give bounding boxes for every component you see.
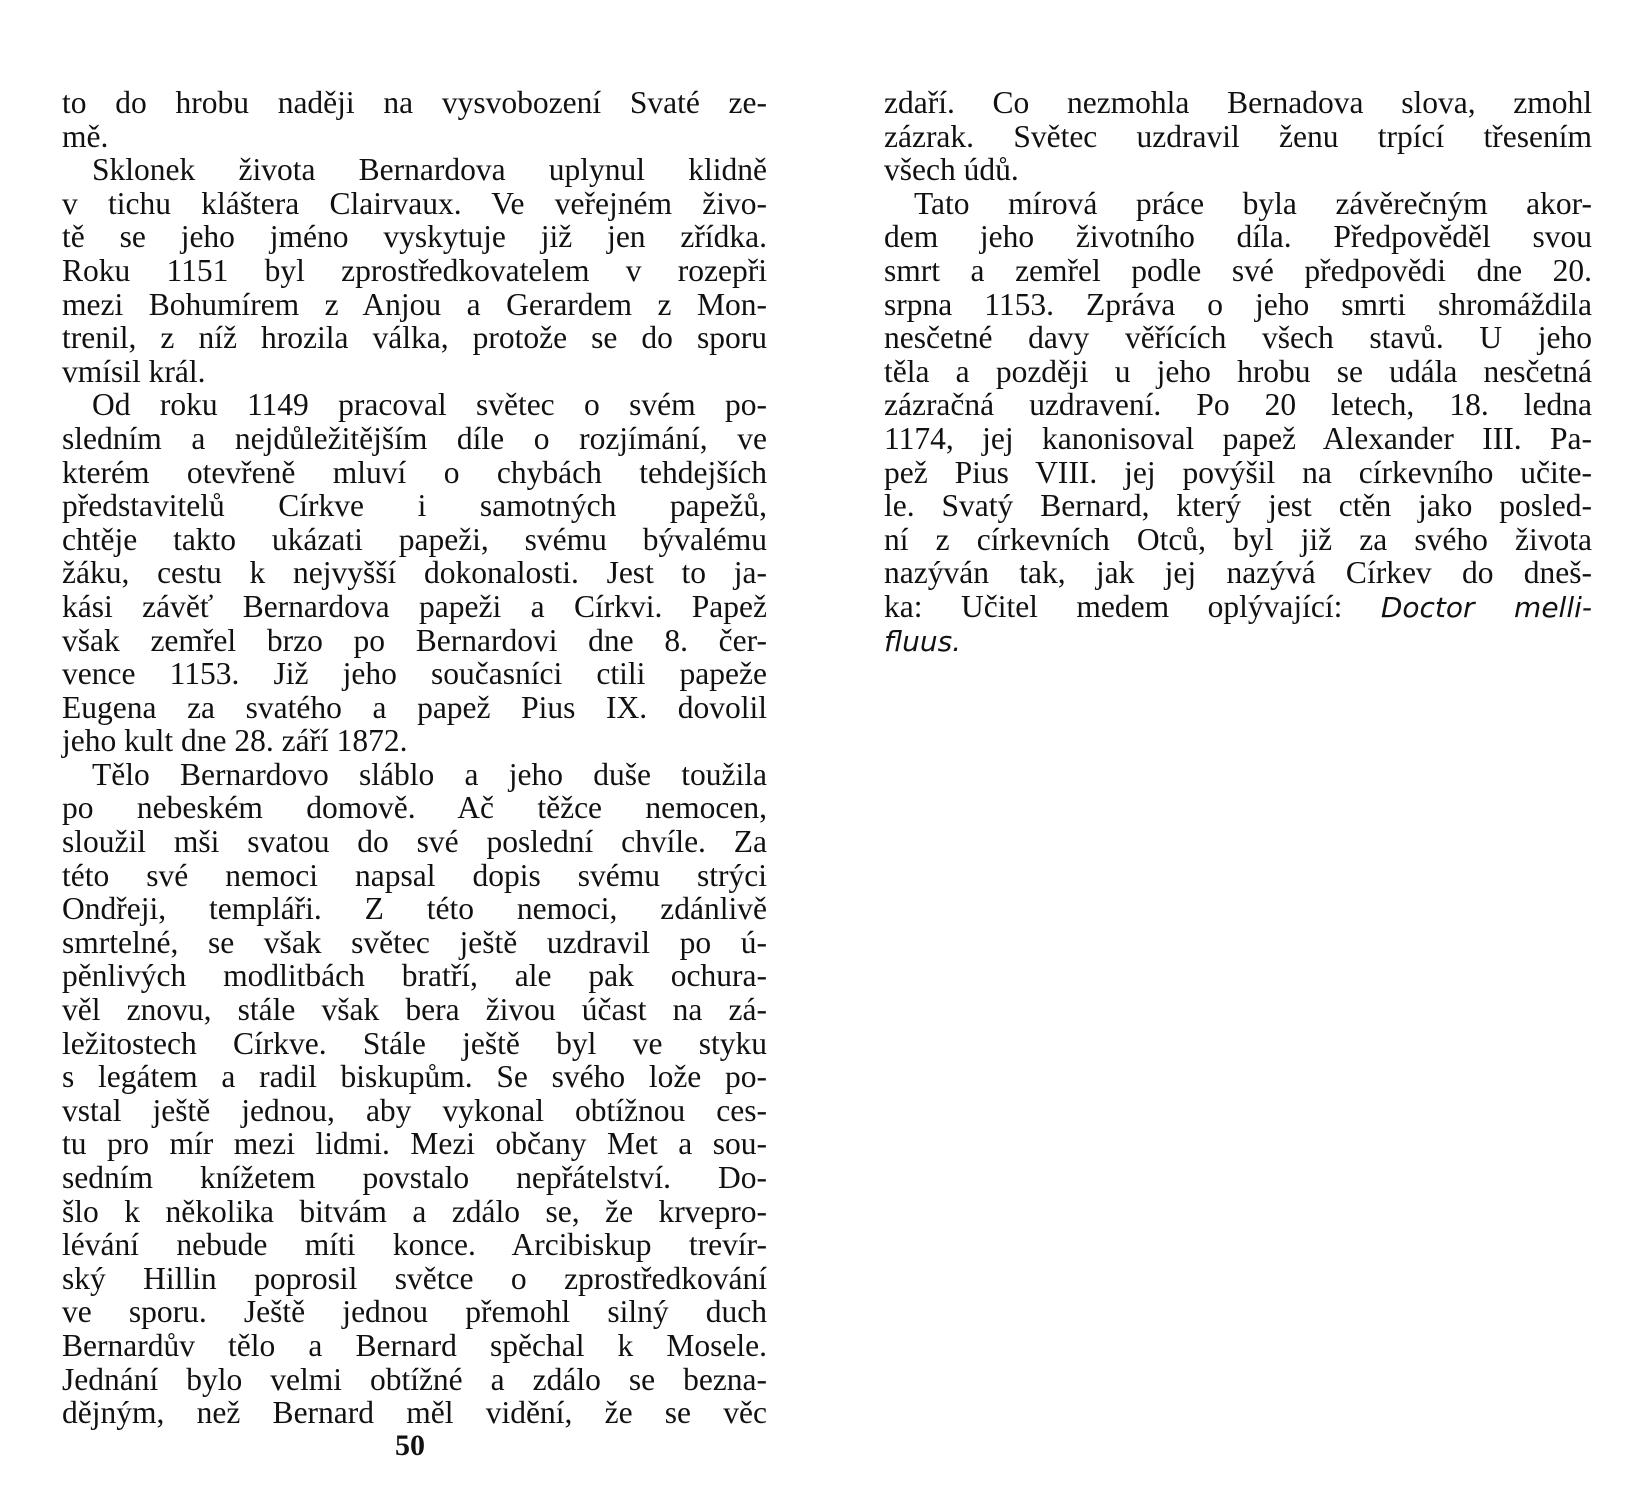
line-text: dem jeho životního díla. Předpověděl svou	[884, 219, 1592, 255]
right-text-column	[884, 86, 1592, 657]
text-line	[62, 86, 767, 120]
line-text: vence 1153. Již jeho současníci ctili papeže	[62, 656, 767, 692]
italic-latin-phrase: fluus.	[884, 624, 962, 658]
line-text: pěnlivých modlitbách bratří, ale pak ochura-	[62, 958, 767, 994]
text-line	[62, 489, 767, 523]
text-line	[62, 724, 767, 758]
line-text: ležitostech Církve. Stále ještě byl ve styku	[62, 1025, 767, 1061]
text-line	[62, 388, 767, 422]
line-text: ní z církevních Otců, byl již za svého života	[884, 521, 1592, 557]
text-line	[62, 590, 767, 624]
line-text: po nebeském domově. Ač těžce nemocen,	[62, 790, 767, 826]
line-text: Bernardův tělo a Bernard spěchal k Mosele.	[62, 1327, 767, 1363]
text-line	[62, 758, 767, 792]
line-text: Tato mírová práce byla závěrečným akor-	[914, 185, 1592, 221]
text-line	[884, 456, 1592, 490]
line-text: však zemřel brzo po Bernardovi dne 8. čer-	[62, 622, 767, 658]
line-text: všech údů.	[884, 152, 1019, 188]
text-line	[62, 1329, 767, 1363]
text-line	[62, 657, 767, 691]
text-line	[884, 288, 1592, 322]
line-text: smrtelné, se však světec ještě uzdravil po ú-	[62, 924, 767, 960]
text-line	[884, 590, 1592, 624]
line-text: žáku, cestu k nejvyšší dokonalosti. Jest to ja-	[62, 555, 767, 591]
text-line	[62, 120, 767, 154]
text-line	[62, 959, 767, 993]
line-text: Ondřeji, templáři. Z této nemoci, zdánlivě	[62, 891, 767, 927]
line-text: lévání nebude míti konce. Arcibiskup trevír-	[62, 1227, 767, 1263]
line-text: těla a později u jeho hrobu se udála nesčetná	[884, 353, 1592, 389]
line-text: 1174, jej kanonisoval papež Alexander III. Pa-	[884, 420, 1592, 456]
text-line	[62, 1396, 767, 1430]
line-text: trenil, z níž hrozila válka, protože se do sporu	[62, 320, 767, 356]
text-line	[884, 523, 1592, 557]
text-line	[62, 1228, 767, 1262]
line-text: vmísil král.	[62, 353, 206, 389]
text-line	[884, 355, 1592, 389]
line-text: vstal ještě jednou, aby vykonal obtížnou ces-	[62, 1092, 767, 1128]
text-line	[884, 120, 1592, 154]
text-line	[62, 1027, 767, 1061]
page-number: 50	[395, 1429, 425, 1462]
text-line	[884, 153, 1592, 187]
line-text: zázračná uzdravení. Po 20 letech, 18. ledna	[884, 387, 1592, 423]
line-text: tě se jeho jméno vyskytuje již jen zřídka.	[62, 219, 767, 255]
line-text: Roku 1151 byl zprostředkovatelem v rozepři	[62, 252, 767, 288]
line-text: jeho kult dne 28. září 1872.	[62, 723, 408, 759]
line-text: smrt a zemřel podle své předpovědi dne 20.	[884, 252, 1592, 288]
text-line	[62, 859, 767, 893]
line-text: to do hrobu naději na vysvobození Svaté ze-	[62, 85, 767, 120]
text-line	[884, 422, 1592, 456]
line-text: věl znovu, stále však bera živou účast na zá-	[62, 992, 767, 1028]
line-text: zázrak. Světec uzdravil ženu trpící třesením	[884, 118, 1592, 154]
line-text: le. Svatý Bernard, který jest ctěn jako posled-	[884, 488, 1592, 524]
text-line	[62, 825, 767, 859]
text-line	[62, 220, 767, 254]
text-line	[62, 456, 767, 490]
line-text: kási závěť Bernardova papeži a Církvi. Papež	[62, 588, 767, 624]
text-line	[62, 355, 767, 389]
line-text: mezi Bohumírem z Anjou a Gerardem z Mon-	[62, 286, 767, 322]
line-text: Eugena za svatého a papež Pius IX. dovolil	[62, 689, 767, 725]
text-line	[62, 691, 767, 725]
italic-latin-phrase: Doctor melli-	[1380, 590, 1592, 624]
line-text: nazýván tak, jak jej nazývá Církev do dneš-	[884, 555, 1592, 591]
line-text: kterém otevřeně mluví o chybách tehdejších	[62, 454, 767, 490]
line-text: ka: Učitel medem oplývající:	[884, 588, 1343, 624]
line-text: sledním a nejdůležitějším díle o rozjímání, ve	[62, 420, 767, 456]
line-text: srpna 1153. Zpráva o jeho smrti shromáždila	[884, 286, 1592, 322]
text-line	[62, 1060, 767, 1094]
text-line	[884, 489, 1592, 523]
text-line	[62, 926, 767, 960]
text-line	[62, 1127, 767, 1161]
line-text: představitelů Církve i samotných papežů,	[62, 488, 767, 524]
line-text: šlo k několika bitvám a zdálo se, že krvepro-	[62, 1193, 767, 1229]
text-line	[62, 321, 767, 355]
line-text: této své nemoci napsal dopis svému strýci	[62, 857, 767, 893]
text-line	[62, 153, 767, 187]
text-line	[884, 556, 1592, 590]
text-line	[62, 1161, 767, 1195]
line-text: v tichu kláštera Clairvaux. Ve veřejném živo-	[62, 185, 767, 221]
text-line	[62, 254, 767, 288]
text-line	[62, 791, 767, 825]
text-line	[884, 624, 1592, 658]
text-line	[62, 1295, 767, 1329]
line-text: ský Hillin poprosil světce o zprostředkování	[62, 1260, 767, 1296]
line-text: ve sporu. Ještě jednou přemohl silný duch	[62, 1294, 767, 1330]
text-line	[884, 388, 1592, 422]
text-line	[62, 422, 767, 456]
line-text: zdaří. Co nezmohla Bernadova slova, zmohl	[884, 85, 1592, 120]
line-text: dějným, než Bernard měl vidění, že se věc	[62, 1395, 767, 1431]
line-text: nesčetné davy věřících všech stavů. U jeho	[884, 320, 1592, 356]
text-line	[62, 624, 767, 658]
text-line	[62, 288, 767, 322]
left-text-column	[62, 86, 767, 1430]
text-line	[62, 1363, 767, 1397]
line-text: sedním knížetem povstalo nepřátelství. Do-	[62, 1160, 767, 1195]
line-text: Jednání bylo velmi obtížné a zdálo se bezna-	[62, 1361, 767, 1397]
text-line	[884, 254, 1592, 288]
text-line	[62, 1262, 767, 1296]
text-line	[62, 1195, 767, 1229]
text-line	[62, 187, 767, 221]
line-text: mě.	[62, 118, 109, 154]
text-line	[62, 993, 767, 1027]
line-text: tu pro mír mezi lidmi. Mezi občany Met a sou-	[62, 1126, 767, 1162]
line-text: Sklonek života Bernardova uplynul klidně	[92, 152, 767, 188]
text-line	[884, 86, 1592, 120]
text-line	[62, 556, 767, 590]
line-text: chtěje takto ukázati papeži, svému bývalému	[62, 521, 767, 557]
line-text: s legátem a radil biskupům. Se svého lože po-	[62, 1059, 767, 1095]
text-line	[62, 1094, 767, 1128]
text-line	[884, 220, 1592, 254]
text-line	[884, 321, 1592, 355]
line-text: pež Pius VIII. jej povýšil na církevního učite-	[884, 454, 1592, 490]
text-line	[62, 892, 767, 926]
text-line	[62, 523, 767, 557]
line-text: sloužil mši svatou do své poslední chvíle. Za	[62, 824, 767, 860]
text-line	[884, 187, 1592, 221]
line-text: Od roku 1149 pracoval světec o svém po-	[92, 387, 767, 423]
line-text: Tělo Bernardovo sláblo a jeho duše toužila	[92, 756, 767, 792]
